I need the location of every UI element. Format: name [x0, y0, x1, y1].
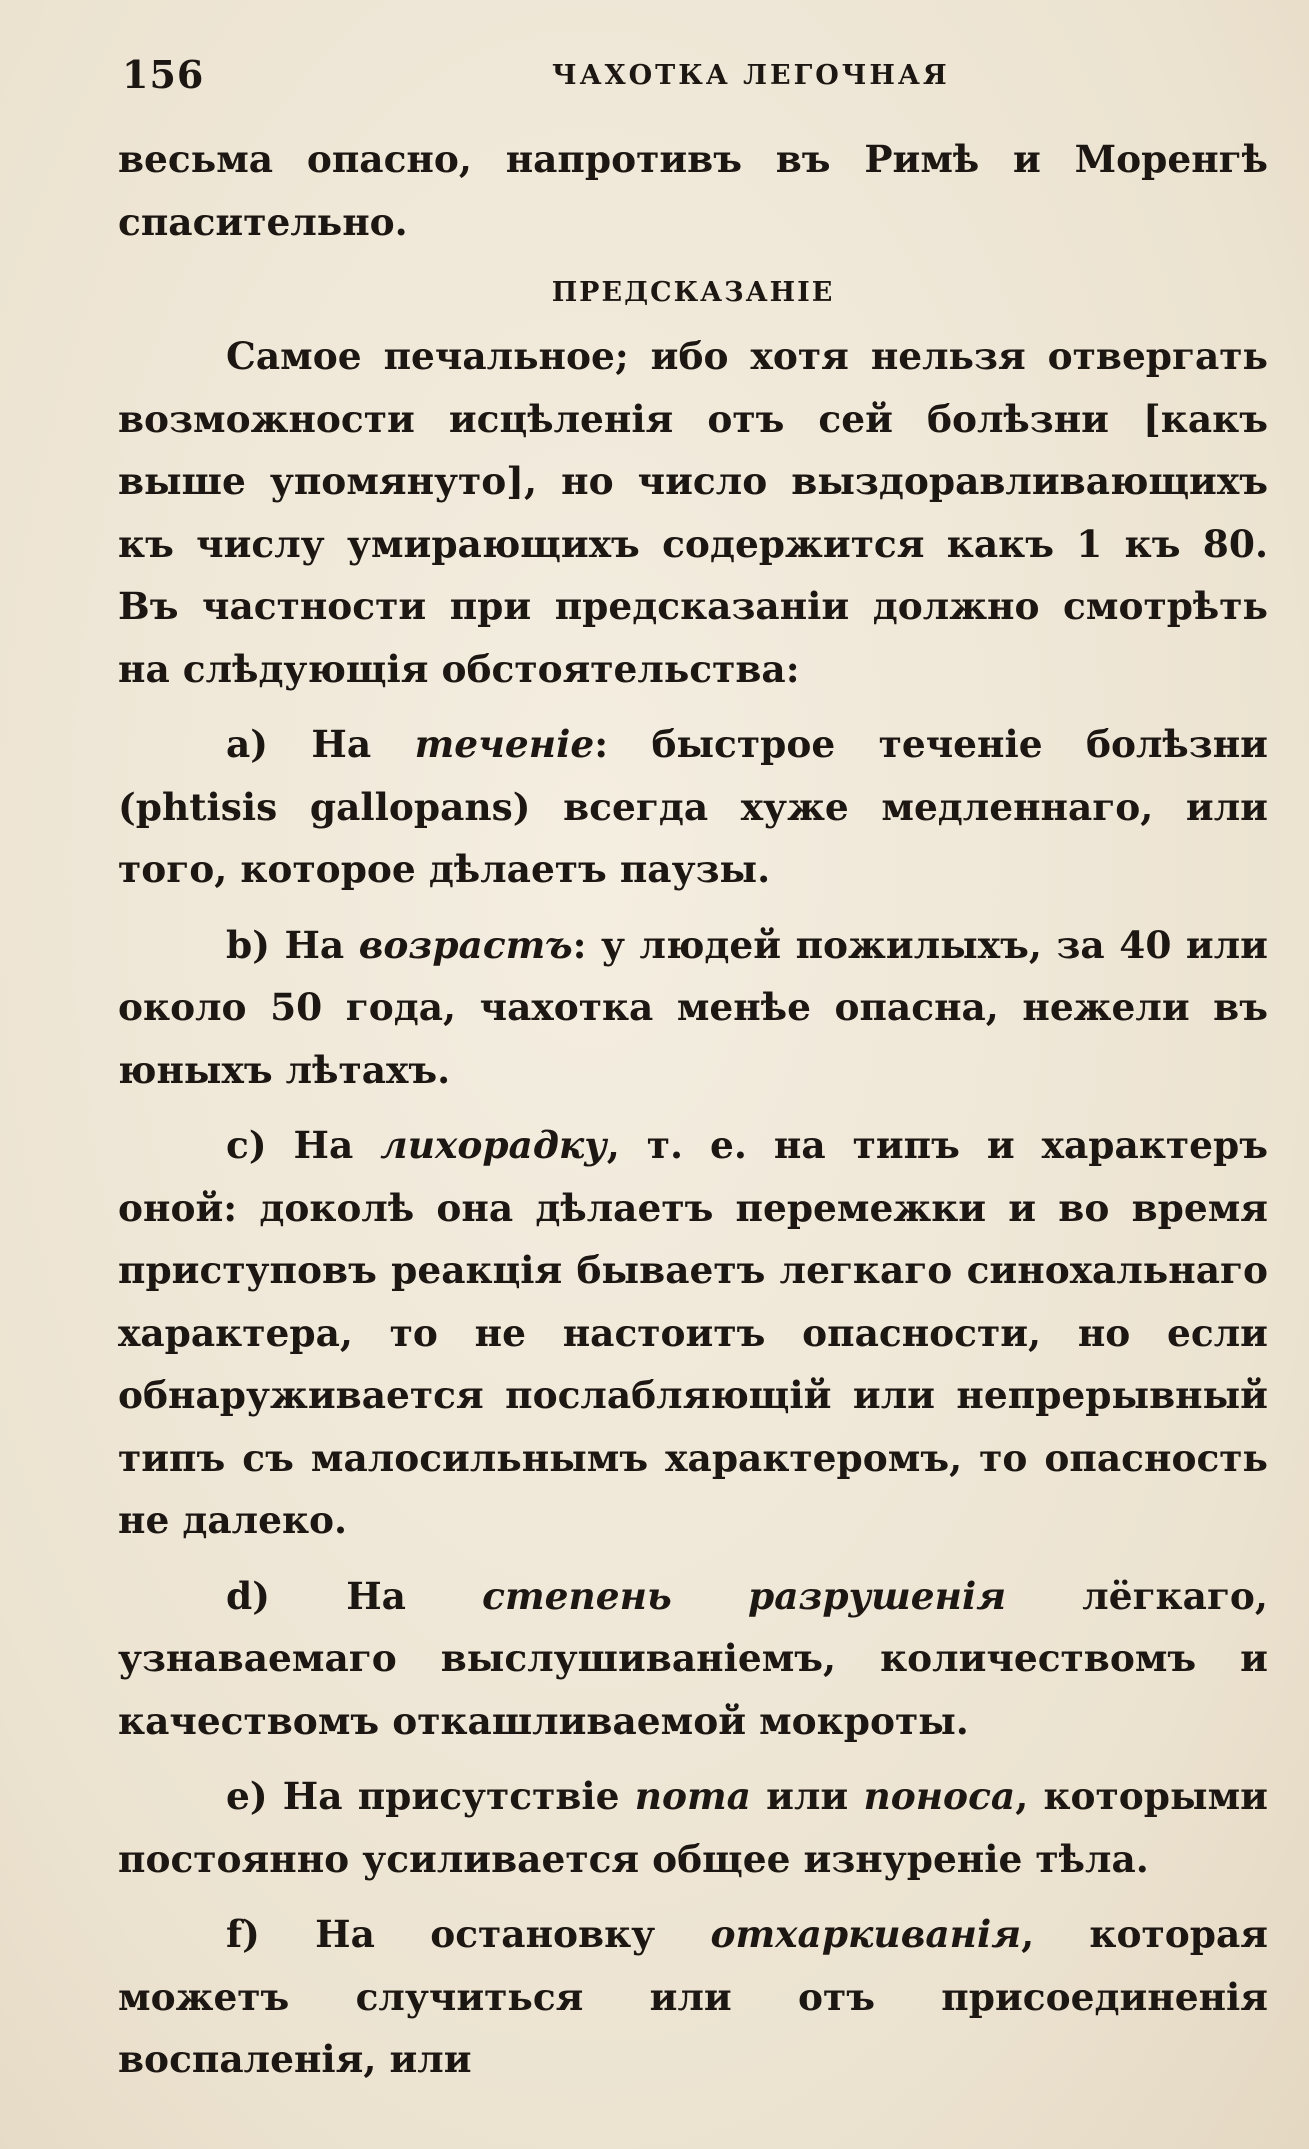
item-text: , т. е. на типъ и характеръ оной: доколѣ она дѣлаетъ перемежки и во время приступовъ реакція бываетъ легкаго синохальнаго характера, то не настоитъ опасности, но если обнаруживается послабляющій или непрерывный типъ съ малосильнымъ характеромъ, то опасность не далеко.	[118, 1123, 1268, 1542]
item-keyword: возрастъ	[358, 922, 573, 967]
item-marker: a) На	[226, 722, 415, 766]
item-keyword: теченіе	[414, 722, 595, 766]
item-marker: f) На остановку	[226, 1912, 711, 1956]
item-keyword: пота	[634, 1774, 751, 1818]
page-number: 156	[122, 52, 205, 97]
item-marker: d) На	[226, 1573, 483, 1618]
item-marker: b) На	[226, 922, 359, 967]
item-marker: c) На	[226, 1123, 381, 1167]
running-head: ЧАХОТКА ЛЕГОЧНАЯ	[552, 60, 950, 91]
item-keyword: отхаркиванія	[710, 1912, 1022, 1956]
item-text: , которыми постоянно усиливается общее изнуреніе тѣла.	[118, 1774, 1268, 1881]
item-keyword: степень разрушенія	[482, 1573, 1007, 1618]
item-marker: e) На присутствіе	[226, 1774, 635, 1818]
list-item-d	[118, 1565, 1268, 1753]
item-text: , которая можетъ случиться или отъ присоединенія воспаленія, или	[118, 1912, 1268, 2081]
item-keyword-2: поноса	[863, 1774, 1016, 1818]
section-heading: ПРЕДСКАЗАНІЕ	[551, 277, 835, 308]
body-text	[118, 128, 1268, 2091]
opening-paragraph: Самое печальное; ибо хотя нельзя отвергать возможности исцѣленія отъ сей болѣзни [какъ выше упомянуто], но число выздоравливающихъ къ числу умирающихъ содержится какъ 1 къ 80. Въ частности при предсказаніи должно смотрѣть на слѣдующія обстоятельства:	[118, 334, 1268, 691]
item-text: лёгкаго, узнаваемаго выслушиваніемъ, количествомъ и качествомъ откашливаемой мокроты.	[118, 1573, 1268, 1743]
item-keyword: лихорадку	[380, 1123, 607, 1167]
item-connector: или	[750, 1774, 864, 1818]
list-item-a	[118, 713, 1268, 901]
item-text: : у людей пожилыхъ, за 40 или около 50 года, чахотка менѣе опасна, нежели въ юныхъ лѣтахъ.	[118, 922, 1268, 1092]
list-item-f	[118, 1903, 1268, 2091]
item-text: : быстрое теченіе болѣзни (phtisis gallopans) всегда хуже медленнаго, или того, которое дѣлаетъ паузы.	[118, 722, 1268, 891]
list-item-e	[118, 1765, 1268, 1890]
list-item-b	[118, 914, 1268, 1102]
intro-paragraph: весьма опасно, напротивъ въ Римѣ и Моренгѣ спасительно.	[118, 137, 1268, 244]
page-header	[122, 52, 1272, 102]
list-item-c	[118, 1114, 1268, 1552]
